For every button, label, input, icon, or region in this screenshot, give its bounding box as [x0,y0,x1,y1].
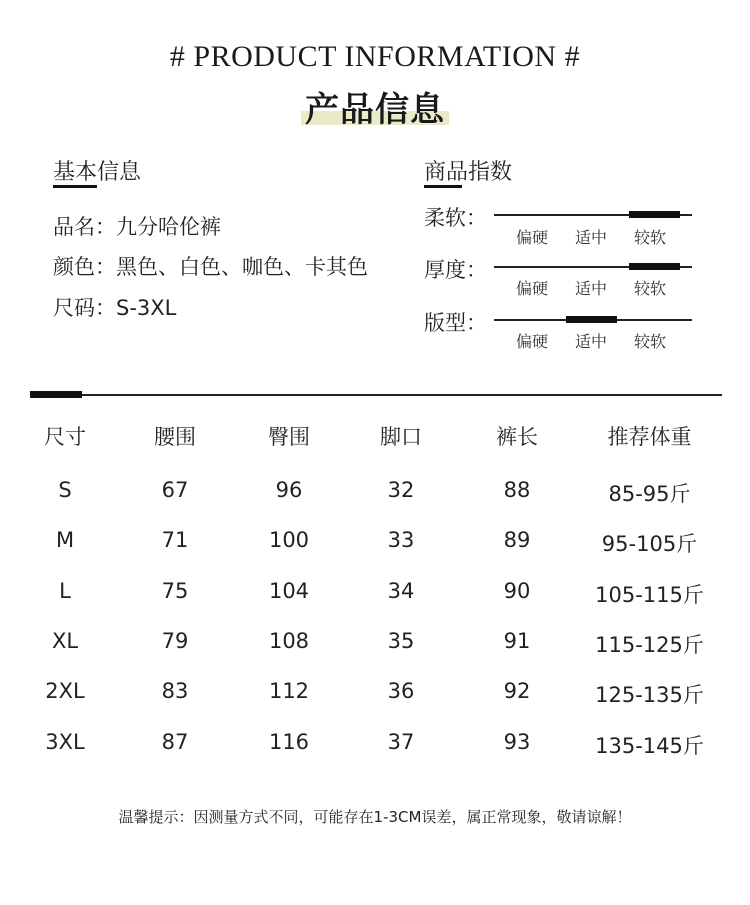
table-cell: 91 [503,629,531,653]
table-cell: 85-95斤 [608,482,691,506]
table-cell: 100 [268,528,310,552]
table-cell: 75 [161,579,189,603]
index-label-softness: 柔软： [424,206,487,230]
table-cell: 105-115斤 [595,583,704,607]
table-cell: 32 [387,478,415,502]
product-index-underline [424,185,462,188]
table-cell: 37 [387,730,415,754]
table-cell: 115-125斤 [595,633,704,657]
table-divider-line [30,394,722,396]
table-cell: 67 [161,478,189,502]
table-cell: 108 [268,629,310,653]
english-title: # PRODUCT INFORMATION # [169,40,581,73]
table-cell: 33 [387,528,415,552]
option-soft: 较软 [634,279,667,298]
option-medium: 适中 [575,228,608,247]
table-cell: 135-145斤 [595,734,704,758]
table-cell: 88 [503,478,531,502]
table-cell: 89 [503,528,531,552]
info-colors: 颜色：黑色、白色、咖色、卡其色 [53,255,368,279]
table-cell: 3XL [45,730,85,754]
table-cell: S [58,478,72,502]
table-cell: 2XL [45,679,85,703]
table-cell: 35 [387,629,415,653]
option-medium: 适中 [575,279,608,298]
table-cell: M [55,528,75,552]
chinese-title-text: 产品信息 [305,90,445,130]
table-cell: 79 [161,629,189,653]
chinese-title-wrap [0,82,750,131]
table-cell: 83 [161,679,189,703]
table-cell: 112 [268,679,310,703]
table-cell: 92 [503,679,531,703]
table-cell: 96 [275,478,303,502]
option-medium: 适中 [575,332,608,351]
footer-note: 温馨提示：因测量方式不同，可能存在1-3CM误差，属正常现象，敬请谅解！ [118,808,632,826]
info-sizes: 尺码：S-3XL [53,296,177,320]
table-cell: 116 [268,730,310,754]
table-cell: 71 [161,528,189,552]
index-label-thickness: 厚度： [424,258,487,282]
index-marker [629,263,680,270]
header-waist: 腰围 [154,425,196,449]
table-cell: 104 [268,579,310,603]
index-marker [629,211,680,218]
chinese-title [303,82,447,131]
table-cell: 36 [387,679,415,703]
header-hem: 脚口 [380,425,422,449]
table-divider-marker [30,391,82,398]
header-weight: 推荐体重 [607,425,692,449]
table-cell: XL [51,629,79,653]
table-cell: 125-135斤 [595,683,704,707]
product-index-title: 商品指数 [424,160,513,185]
basic-info-title: 基本信息 [53,160,142,185]
index-label-fit: 版型： [424,311,487,335]
info-product-name: 品名：九分哈伦裤 [53,215,221,239]
option-soft: 较软 [634,228,667,247]
table-cell: 95-105斤 [601,532,698,556]
table-cell: 87 [161,730,189,754]
table-cell: 93 [503,730,531,754]
header-hip: 臀围 [268,425,310,449]
option-hard: 偏硬 [516,279,549,298]
basic-info-underline [53,185,97,188]
header-size: 尺寸 [44,425,86,449]
table-cell: 34 [387,579,415,603]
option-soft: 较软 [634,332,667,351]
table-cell: L [59,579,71,603]
option-hard: 偏硬 [516,228,549,247]
table-cell: 90 [503,579,531,603]
header-length: 裤长 [496,425,538,449]
index-marker [566,316,617,323]
option-hard: 偏硬 [516,332,549,351]
